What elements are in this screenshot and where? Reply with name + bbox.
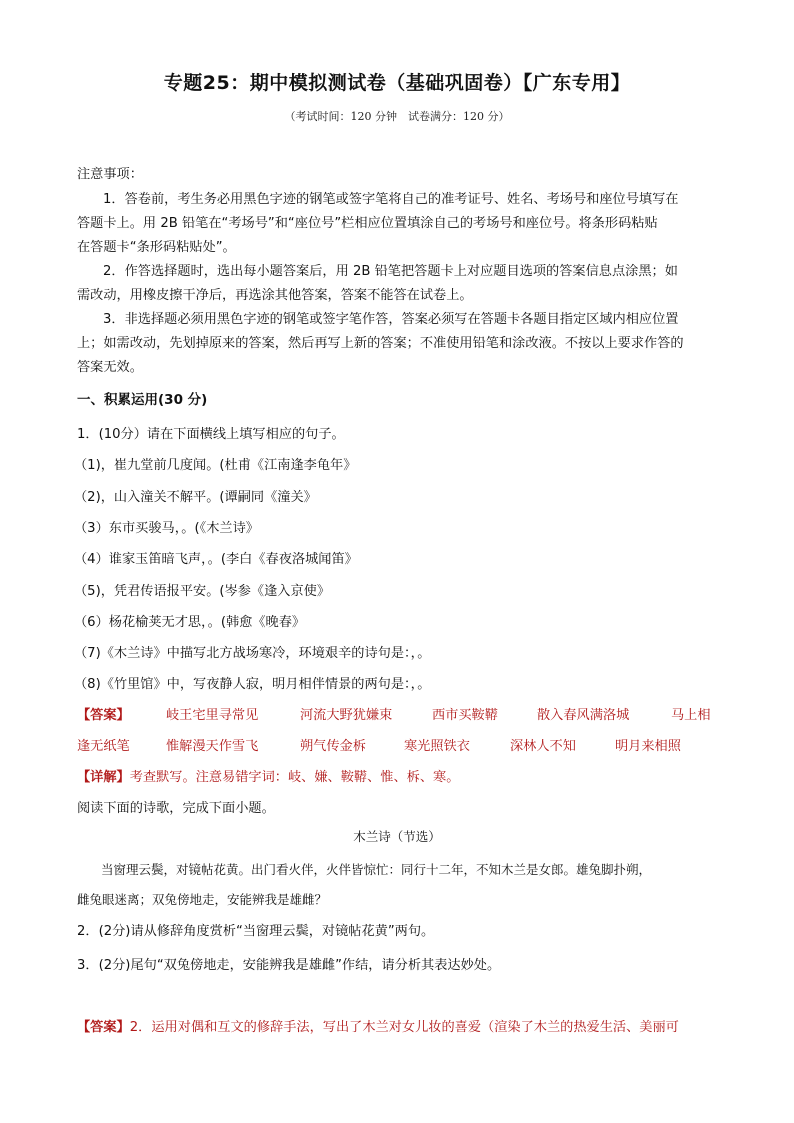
question-1-item: （4）谁家玉笛暗飞声，。(李白《春夜洛城闻笛》 [74,552,358,567]
answer-item: 朔气传金柝 [300,739,366,754]
notice-item-1-line-3: 在答题卡“条形码粘贴处”。 [77,240,236,255]
answer-2-label: 【答案】 [77,1020,130,1035]
detail-label: 【详解】 [77,770,130,785]
poem-title: 木兰诗（节选） [353,829,441,844]
answer-item: 散入春风满洛城 [537,708,630,723]
question-2: 2．(2分)请从修辞角度赏析“当窗理云鬓，对镜帖花黄”两句。 [77,924,435,939]
question-1-item: （2)，山入潼关不解平。(谭嗣同《潼关》 [74,490,317,505]
question-1-item: （7)《木兰诗》中描写北方战场寒冷，环境艰辛的诗句是：，。 [74,646,431,661]
answer-item: 惟解漫天作雪飞 [166,739,259,754]
notice-heading: 注意事项： [77,167,143,182]
reading-prompt: 阅读下面的诗歌，完成下面小题。 [77,801,275,816]
answer-item: 马上相 [671,708,711,723]
notice-item-3-line-1: 3．非选择题必须用黑色字迹的钢笔或签字笔作答，答案必须写在答题卡各题目指定区域内相应位置 [103,312,679,327]
notice-item-2-line-1: 2．作答选择题时，选出每小题答案后，用 2B 铅笔把答题卡上对应题目选项的答案信息点涂黑；如 [103,264,678,279]
answer-label: 【答案】 [77,708,130,723]
question-1-item: （8)《竹里馆》中，写夜静人寂，明月相伴情景的两句是：，。 [74,677,431,692]
answer-2-line [77,1016,679,1035]
answer-item: 河流大野犹嫌束 [300,708,393,723]
answer-item: 逢无纸笔 [77,739,130,754]
answer-item: 明月来相照 [615,739,681,754]
answer-item: 寒光照铁衣 [404,739,470,754]
answer-item: 西市买鞍鞯 [432,708,498,723]
question-1-item: （3）东市买骏马，。(《木兰诗》 [74,521,259,536]
detail-text: 考查默写。注意易错字词：岐、嫌、鞍鞯、惟、柝、寒。 [129,770,460,785]
notice-item-3-line-2: 上；如需改动，先划掉原来的答案，然后再写上新的答案；不准使用铅笔和涂改液。不按以上要求作答的 [77,336,684,351]
poem-line-1: 当窗理云鬓，对镜帖花黄。出门看火伴，火伴皆惊忙：同行十二年，不知木兰是女郎。雄兔脚扑朔， [101,862,652,877]
answer-row-1 [0,704,794,722]
question-1-stem: 1．(10分）请在下面横线上填写相应的句子。 [77,427,345,442]
answer-row-2 [0,735,794,753]
page-title: 专题25：期中模拟测试卷（基础巩固卷）【广东专用】 [163,72,631,94]
poem-line-2: 雌兔眼迷离；双兔傍地走，安能辨我是雄雌？ [77,892,328,907]
answer-item: 岐王宅里寻常见 [166,708,259,723]
page-subtitle: （考试时间：120 分钟 试卷满分：120 分） [284,110,510,123]
answer-2-text: 2．运用对偶和互文的修辞手法，写出了木兰对女儿妆的喜爱（渲染了木兰的热爱生活、美丽可 [129,1020,679,1035]
detail-line [77,766,459,785]
notice-item-1-line-2: 答题卡上。用 2B 铅笔在“考场号”和“座位号”栏相应位置填涂自己的考场号和座位号。将条形码粘贴 [77,216,658,231]
question-1-item: （6）杨花榆荚无才思，。(韩愈《晚春》 [74,615,306,630]
question-1-item: （5)，凭君传语报平安。(岑参《逢入京使》 [74,584,331,599]
question-1-item: （1)，崔九堂前几度闻。(杜甫《江南逢李龟年》 [74,458,357,473]
notice-item-2-line-2: 需改动，用橡皮擦干净后，再选涂其他答案，答案不能答在试卷上。 [77,288,473,303]
notice-item-3-line-3: 答案无效。 [77,360,143,375]
section-title: 一、积累运用(30 分) [77,392,208,408]
question-3: 3．(2分)尾句“双兔傍地走，安能辨我是雄雌”作结，请分析其表达妙处。 [77,958,501,973]
answer-item: 深林人不知 [510,739,576,754]
notice-item-1-line-1: 1．答卷前，考生务必用黑色字迹的钢笔或签字笔将自己的准考证号、姓名、考场号和座位号填写在 [103,192,679,207]
